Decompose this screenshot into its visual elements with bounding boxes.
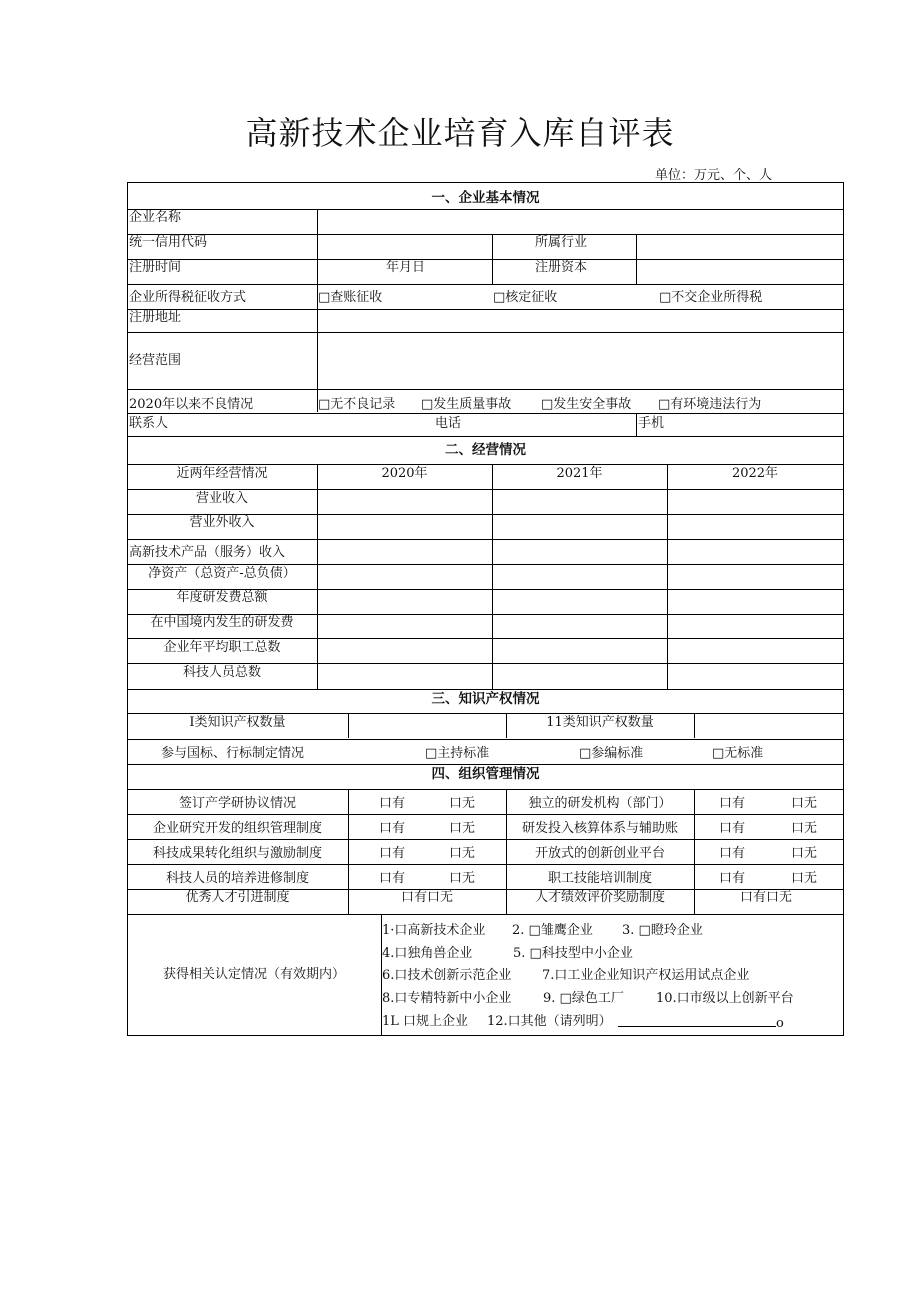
label-reg-capital: 注册资本 — [535, 260, 588, 275]
label-ip-class2: 11类知识产权数量 — [546, 715, 654, 730]
label-reg-time: 注册时间 — [129, 260, 182, 275]
label-phone: 电话 — [435, 416, 462, 431]
org-left-4-options[interactable]: 口有口无 — [400, 890, 453, 905]
industry-field[interactable] — [636, 235, 843, 257]
form-title: 高新技术企业培育入库自评表 — [245, 114, 675, 152]
tax-option-assessed[interactable]: □核定征收 — [493, 290, 558, 305]
reg-address-field[interactable] — [317, 310, 843, 330]
cert-5[interactable]: 5. □科技型中小企业 — [513, 946, 633, 961]
org-right-2: 开放式的创新创业平台 — [534, 846, 665, 861]
org-left-1: 企业研究开发的组织管理制度 — [152, 821, 322, 836]
row-net-assets: 净资产（总资产-总负债） — [148, 566, 296, 581]
cert-1[interactable]: 1·口高新技术企业 — [382, 923, 486, 938]
cert-3[interactable]: 3. □瞪玲企业 — [622, 923, 703, 938]
label-business-scope: 经营范围 — [129, 353, 182, 368]
org-left-1-no[interactable]: 口无 — [449, 821, 476, 836]
operations-header: 近两年经营情况 — [176, 466, 268, 481]
cert-10[interactable]: 10.口市级以上创新平台 — [656, 991, 794, 1006]
org-right-1: 研发投入核算体系与辅助账 — [521, 821, 678, 836]
label-industry: 所属行业 — [535, 235, 588, 250]
label-contact: 联系人 — [129, 416, 169, 431]
cert-6[interactable]: 6.口技术创新示范企业 — [382, 968, 512, 983]
section-ip-title: 三、知识产权情况 — [431, 691, 540, 707]
label-bad-record: 2020年以来不良情况 — [129, 397, 254, 412]
cert-12[interactable]: 12.口其他（请列明） — [487, 1014, 612, 1029]
cert-other-underline[interactable] — [618, 1014, 776, 1027]
org-right-0-no[interactable]: 口无 — [791, 796, 818, 811]
label-ip-class1: I类知识产权数量 — [189, 715, 286, 730]
org-right-1-no[interactable]: 口无 — [791, 821, 818, 836]
org-right-4: 人才绩效评价奖励制度 — [534, 890, 665, 905]
label-tax-method: 企业所得税征收方式 — [129, 290, 247, 305]
cert-other-line[interactable] — [618, 1014, 784, 1032]
row-hightech-revenue: 高新技术产品（服务）收入 — [129, 545, 286, 560]
bad-option-none[interactable]: □无不良记录 — [318, 397, 396, 412]
label-company-name: 企业名称 — [129, 210, 182, 225]
section-operations-title: 二、经营情况 — [445, 442, 526, 458]
bad-option-environment[interactable]: □有环境违法行为 — [658, 397, 762, 412]
org-left-3: 科技人员的培养进修制度 — [165, 871, 309, 886]
org-left-3-yes[interactable]: 口有 — [379, 871, 406, 886]
business-scope-field[interactable] — [317, 334, 843, 388]
cert-4[interactable]: 4.口独角兽企业 — [382, 946, 473, 961]
org-right-3: 职工技能培训制度 — [547, 871, 652, 886]
std-option-none[interactable]: □无标准 — [712, 746, 764, 761]
section-basic-title: 一、企业基本情况 — [431, 190, 540, 206]
cert-11[interactable]: 1L 口规上企业 — [382, 1014, 469, 1029]
credit-code-field[interactable] — [317, 235, 491, 257]
org-left-3-no[interactable]: 口无 — [449, 871, 476, 886]
company-name-field[interactable] — [317, 210, 843, 232]
cert-7[interactable]: 7.口工业企业知识产权运用试点企业 — [542, 968, 750, 983]
std-option-lead[interactable]: □主持标准 — [425, 746, 490, 761]
label-mobile: 手机 — [638, 416, 665, 431]
org-left-2: 科技成果转化组织与激励制度 — [152, 846, 322, 861]
row-rd-total: 年度研发费总额 — [176, 590, 268, 605]
bad-option-safety[interactable]: □发生安全事故 — [541, 397, 632, 412]
cert-other-tail: o — [776, 1016, 784, 1031]
org-right-2-no[interactable]: 口无 — [791, 846, 818, 861]
org-left-2-yes[interactable]: 口有 — [379, 846, 406, 861]
reg-time-field[interactable]: 年月日 — [386, 260, 426, 275]
org-left-1-yes[interactable]: 口有 — [379, 821, 406, 836]
ip-class1-field[interactable] — [349, 714, 505, 736]
section-org-title: 四、组织管理情况 — [431, 766, 540, 782]
row-staff-avg: 企业年平均职工总数 — [163, 640, 281, 655]
org-right-1-yes[interactable]: 口有 — [719, 821, 746, 836]
reg-capital-field[interactable] — [636, 260, 843, 282]
unit-note: 单位：万元、个、人 — [655, 168, 773, 183]
label-certifications: 获得相关认定情况（有效期内） — [162, 967, 345, 982]
row-revenue: 营业收入 — [195, 491, 248, 506]
org-left-0: 签订产学研协议情况 — [178, 796, 296, 811]
cert-9[interactable]: 9. □绿色工厂 — [543, 991, 624, 1006]
org-right-2-yes[interactable]: 口有 — [719, 846, 746, 861]
label-standards: 参与国标、行标制定情况 — [161, 746, 305, 761]
std-option-participate[interactable]: □参编标准 — [579, 746, 644, 761]
org-right-3-no[interactable]: 口无 — [791, 871, 818, 886]
ip-class2-field[interactable] — [695, 714, 843, 736]
org-left-0-yes[interactable]: 口有 — [379, 796, 406, 811]
org-left-2-no[interactable]: 口无 — [449, 846, 476, 861]
org-left-4: 优秀人才引进制度 — [185, 890, 290, 905]
row-rd-domestic: 在中国境内发生的研发费 — [150, 615, 294, 630]
bad-option-quality[interactable]: □发生质量事故 — [421, 397, 512, 412]
tax-option-audit[interactable]: □查账征收 — [318, 290, 383, 305]
org-right-0-yes[interactable]: 口有 — [719, 796, 746, 811]
cert-2[interactable]: 2. □雏鹰企业 — [512, 923, 593, 938]
year-2022: 2022年 — [731, 466, 779, 481]
row-nonop-revenue: 营业外收入 — [189, 515, 255, 530]
label-credit-code: 统一信用代码 — [129, 235, 208, 250]
org-right-3-yes[interactable]: 口有 — [719, 871, 746, 886]
year-2020: 2020年 — [381, 466, 428, 481]
org-right-4-options[interactable]: 口有口无 — [740, 890, 793, 905]
org-right-0: 独立的研发机构（部门） — [528, 796, 672, 811]
tax-option-none[interactable]: □不交企业所得税 — [659, 290, 763, 305]
cert-8[interactable]: 8.口专精特新中小企业 — [382, 991, 512, 1006]
org-left-0-no[interactable]: 口无 — [449, 796, 476, 811]
label-reg-address: 注册地址 — [129, 310, 182, 325]
row-tech-staff: 科技人员总数 — [182, 665, 261, 680]
year-2021: 2021年 — [556, 466, 603, 481]
